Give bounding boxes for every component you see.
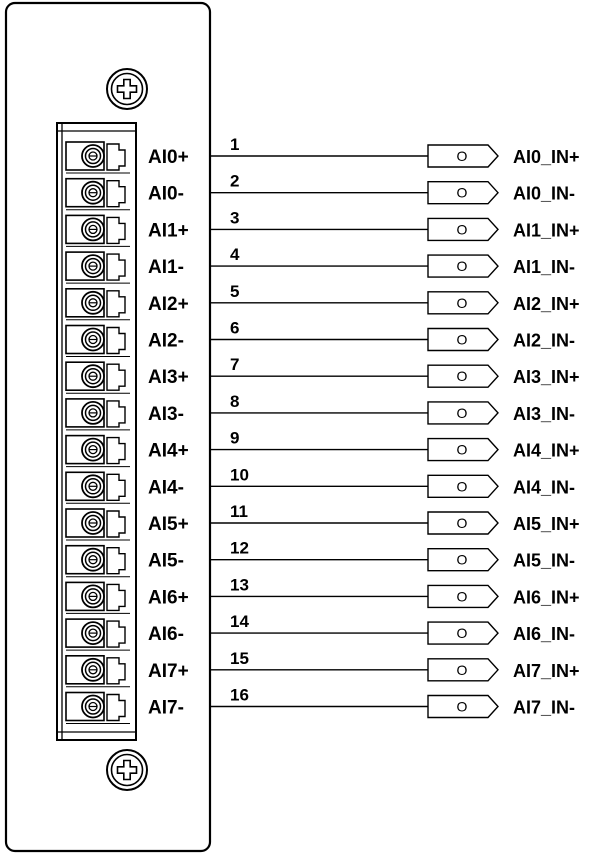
signal-label: AI3_IN+ [513, 367, 580, 388]
signal-label: AI4_IN+ [513, 440, 580, 461]
channel-row [66, 135, 580, 173]
signal-label: AI6_IN+ [513, 587, 580, 608]
terminal-label: AI6+ [148, 587, 189, 609]
channel-row [66, 465, 575, 503]
screw-terminal-icon [66, 399, 130, 430]
channel-row [66, 539, 575, 577]
screw-terminal-icon [66, 142, 130, 173]
pin-number: 6 [230, 318, 240, 338]
signal-label: AI2_IN+ [513, 293, 580, 314]
terminal-label: AI5+ [148, 514, 189, 535]
channel-row [66, 649, 580, 687]
signal-label: AI2_IN- [513, 330, 576, 351]
screw-terminal-icon [66, 582, 130, 613]
signal-marker: O [456, 184, 468, 201]
terminal-label: AI1- [148, 257, 184, 279]
channel-row [66, 392, 575, 430]
pin-number: 8 [230, 391, 240, 411]
signal-label: AI4_IN- [513, 477, 576, 498]
signal-marker: O [456, 515, 468, 531]
terminal-label: AI3- [148, 403, 184, 425]
terminal-label: AI1+ [148, 220, 189, 242]
terminal-label: AI3+ [148, 367, 189, 389]
pin-number: 5 [230, 281, 240, 301]
signal-marker: O [456, 258, 468, 275]
terminal-label: AI7+ [148, 660, 189, 682]
screw-terminal-icon [66, 326, 130, 357]
pin-number: 13 [230, 575, 249, 595]
channel-row [66, 319, 575, 357]
terminal-label: AI2- [148, 330, 184, 352]
signal-label: AI5_IN+ [513, 514, 580, 534]
signal-label: AI1_IN+ [513, 220, 580, 241]
pin-number: 9 [230, 428, 240, 448]
signal-marker: O [456, 368, 468, 385]
signal-marker: O [456, 551, 468, 568]
signal-label: AI0_IN- [513, 183, 576, 204]
screw-terminal-icon [66, 179, 130, 210]
signal-marker: O [456, 478, 468, 495]
channel-row [66, 282, 580, 320]
screw-terminal-icon [66, 436, 130, 467]
terminal-label: AI0- [148, 183, 184, 205]
channel-row [66, 612, 575, 650]
signal-label: AI0_IN+ [513, 147, 580, 167]
pin-number: 11 [230, 502, 248, 521]
terminal-label: AI4+ [148, 440, 189, 462]
channel-row [66, 355, 580, 393]
pin-number: 15 [230, 648, 249, 668]
screw-terminal-icon [66, 472, 130, 503]
signal-marker: O [456, 588, 468, 605]
screw-terminal-icon [66, 252, 130, 283]
screw-terminal-icon [66, 656, 130, 687]
channel-row [66, 245, 575, 283]
screw-terminal-icon [66, 289, 130, 320]
terminal-label: AI7- [148, 697, 184, 719]
signal-marker: O [456, 661, 468, 678]
terminal-label: AI4- [148, 477, 184, 499]
signal-marker: O [456, 441, 468, 458]
screw-terminal-icon [66, 546, 130, 577]
signal-marker: O [456, 404, 468, 421]
signal-marker: O [456, 294, 468, 311]
terminal-label: AI5- [148, 550, 184, 572]
terminal-label: AI6- [148, 624, 184, 646]
screw-terminal-icon [66, 693, 130, 724]
pin-number: 2 [230, 171, 240, 191]
screw-terminal-icon [66, 509, 130, 540]
signal-marker: O [456, 331, 468, 348]
signal-marker: O [456, 698, 468, 715]
signal-label: AI7_IN- [513, 697, 576, 718]
pin-number: 3 [230, 208, 240, 228]
signal-label: AI1_IN- [513, 257, 576, 278]
channel-row [66, 502, 580, 540]
channel-row [66, 208, 580, 246]
screw-terminal-icon [66, 362, 130, 393]
terminal-label: AI0+ [148, 147, 189, 168]
top-mounting-screw-icon [107, 69, 147, 109]
channel-row [66, 429, 580, 467]
channel-row [66, 575, 580, 613]
pin-number: 14 [230, 612, 249, 632]
screw-terminal-icon [66, 619, 130, 650]
terminal-label: AI2+ [148, 293, 189, 315]
signal-label: AI6_IN- [513, 624, 576, 645]
signal-label: AI7_IN+ [513, 660, 580, 681]
pin-number: 7 [230, 355, 240, 375]
signal-label: AI5_IN- [513, 550, 576, 571]
bottom-mounting-screw-icon [107, 750, 147, 790]
pin-number: 1 [230, 135, 240, 154]
pin-number: 10 [230, 465, 249, 485]
signal-marker: O [456, 148, 468, 164]
signal-marker: O [456, 221, 468, 238]
channel-row [66, 172, 575, 210]
pin-number: 12 [230, 538, 249, 558]
signal-marker: O [456, 625, 468, 642]
channel-row [66, 686, 575, 724]
signal-label: AI3_IN- [513, 403, 576, 424]
screw-terminal-icon [66, 215, 130, 246]
pin-number: 16 [230, 685, 249, 705]
pin-number: 4 [230, 245, 240, 265]
